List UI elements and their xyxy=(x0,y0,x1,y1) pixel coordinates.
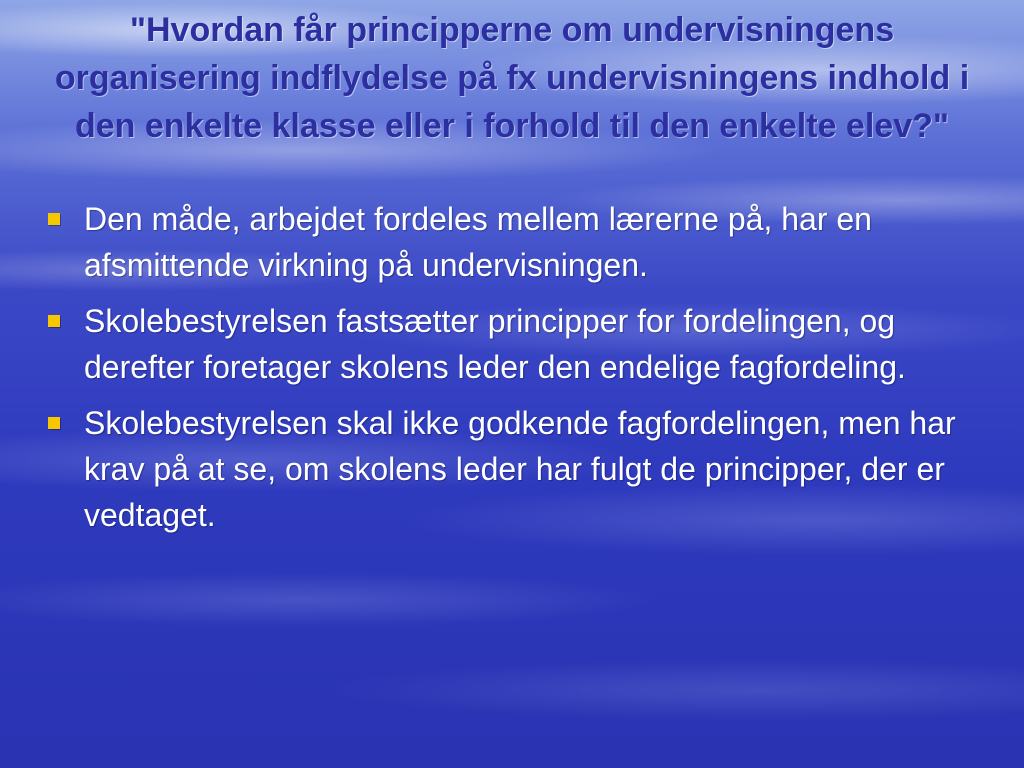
bullet-text: Den måde, arbejdet fordeles mellem lærerne på, har en afsmittende virkning på undervisningen. xyxy=(84,201,872,283)
bullet-item xyxy=(46,400,986,538)
slide-title: "Hvordan får principperne om undervisningens organisering indflydelse på fx undervisningens indhold i den enkelte klasse eller i forhold til den enkelte elev?" xyxy=(54,11,970,145)
square-bullet-icon xyxy=(48,417,60,429)
bullet-text: Skolebestyrelsen fastsætter principper for fordelingen, og derefter foretager skolens leder den endelige fagfordeling. xyxy=(84,303,906,385)
bullet-item xyxy=(46,196,986,288)
bullet-text: Skolebestyrelsen skal ikke godkende fagfordelingen, men har krav på at se, om skolens leder har fulgt de principper, der er vedtaget. xyxy=(84,405,956,533)
square-bullet-icon xyxy=(48,213,60,225)
bullet-item xyxy=(46,298,986,390)
bullet-list xyxy=(46,196,986,548)
square-bullet-icon xyxy=(48,315,60,327)
